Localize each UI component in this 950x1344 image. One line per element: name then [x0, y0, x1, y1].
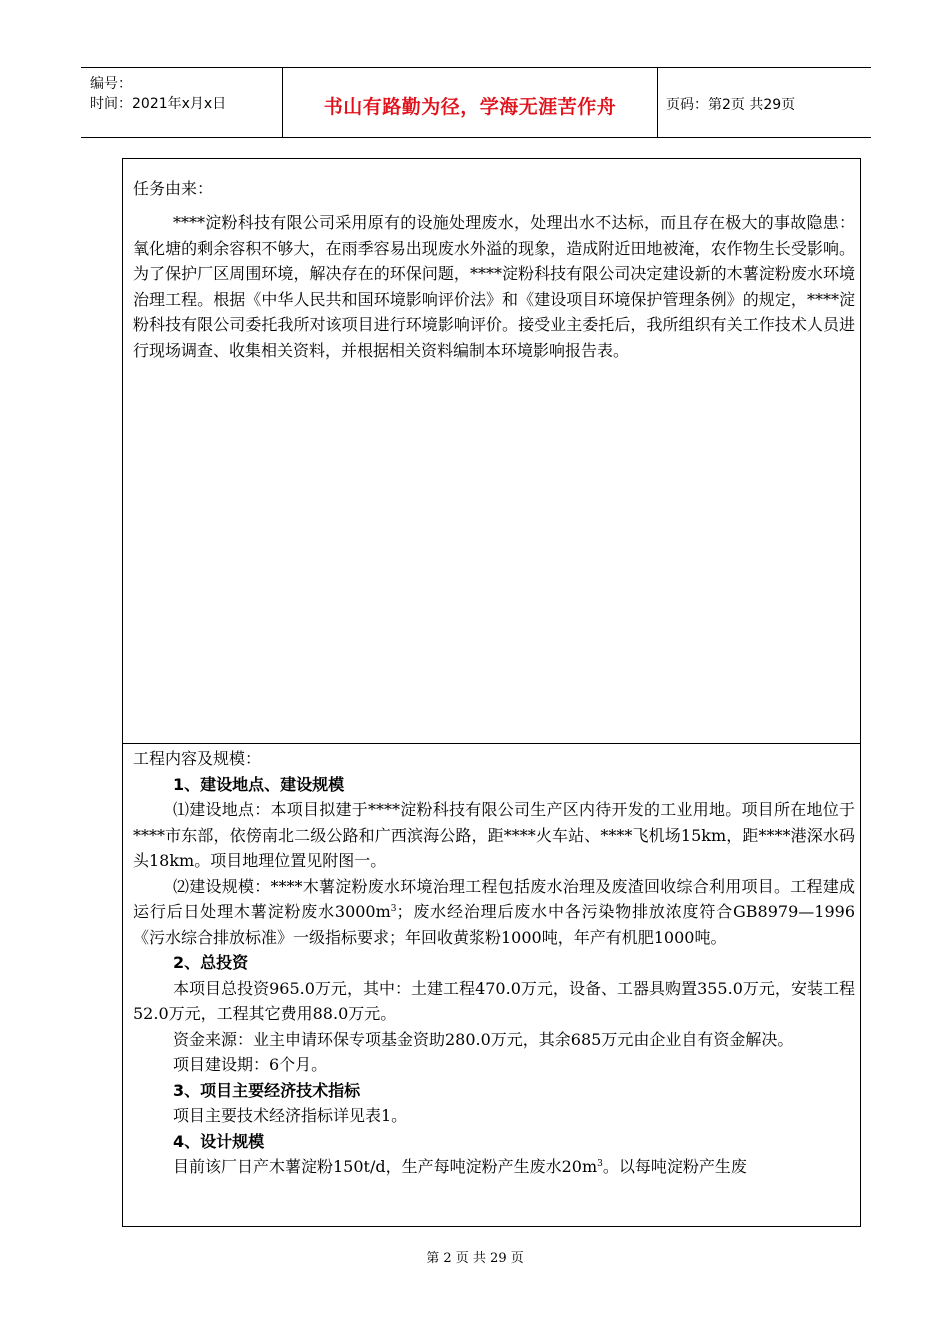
- task-heading: 任务由来：: [133, 179, 214, 198]
- design-text-b: 。以每吨淀粉产生废: [602, 1157, 747, 1176]
- funding-paragraph: 资金来源：业主申请环保专项基金资助280.0万元，其余685万元由企业自有资金解决。: [173, 1029, 794, 1049]
- motto: 书山有路勤为径，学海无涯苦作舟: [323, 96, 617, 118]
- scale-text-a: ⑵建设规模：****木薯淀粉废水环境治理工程包括废水治理及废渣回收综合利用项目。工程建成运行后日处理木薯淀粉废水3000m: [133, 876, 855, 921]
- header-motto-cell: [283, 68, 658, 137]
- indicators-paragraph: 项目主要技术经济指标详见表1。: [173, 1106, 408, 1125]
- scale-sup: 3: [390, 904, 397, 914]
- number-label: 编号：: [90, 76, 132, 92]
- project-heading: 工程内容及规模：: [133, 749, 262, 768]
- table-divider: [122, 743, 861, 744]
- design-sup: 3: [597, 1159, 603, 1169]
- section-1-scale: [133, 874, 855, 951]
- project-section: [133, 746, 855, 1180]
- time-label: 时间：2021年x月x日: [90, 96, 227, 112]
- period-paragraph: 项目建设期：6个月。: [173, 1055, 328, 1074]
- header-meta: [81, 68, 283, 137]
- scale-text-b: ；废水经治理后废水中各污染物排放浓度符合GB8979—1996《污水综合排放标准》一级指标要求；年回收黄浆粉1000吨，年产有机肥1000吨。: [133, 902, 855, 947]
- task-section: [133, 210, 855, 363]
- task-paragraph: ****淀粉科技有限公司采用原有的设施处理废水，处理出水不达标，而且存在极大的事故隐患：氧化塘的剩余容积不够大，在雨季容易出现废水外溢的现象，造成附近田地被淹，农作物生长受影响。为了保护厂区周围环境，解决存在的环保问题，****淀粉科技有限公司决定建设新的木薯淀粉废水环境治理工程。根据《中华人民共和国环境影响评价法》和《建设项目环境保护管理条例》的规定，****淀粉科技有限公司委托我所对该项目进行环境影响评价。接受业主委托后，我所组织有关工作技术人员进行现场调查、收集相关资料，并根据相关资料编制本环境影响报告表。: [133, 213, 855, 360]
- section-1-title: 1、建设地点、建设规模: [173, 774, 345, 794]
- section-4-title: 4、设计规模: [173, 1131, 265, 1151]
- section-1-location: ⑴建设地点：本项目拟建于****淀粉科技有限公司生产区内待开发的工业用地。项目所在地位于****市东部，依傍南北二级公路和广西滨海公路，距****火车站、****飞机场15km，距****港深水码头18km。项目地理位置见附图一。: [133, 800, 855, 870]
- page-info: 页码：第2页 共29页: [666, 97, 796, 113]
- section-3-title: 3、项目主要经济技术指标: [173, 1080, 361, 1100]
- design-scale-paragraph: [133, 1154, 855, 1180]
- section-2-title: 2、总投资: [173, 953, 249, 972]
- page-footer: 第 2 页 共 29 页: [426, 1251, 524, 1266]
- page-header: [81, 67, 871, 138]
- investment-paragraph: 本项目总投资965.0万元，其中：土建工程470.0万元，设备、工器具购置355.0万元，安装工程52.0万元，工程其它费用88.0万元。: [133, 978, 855, 1023]
- design-text-a: 目前该厂日产木薯淀粉150t/d，生产每吨淀粉产生废水20m: [173, 1157, 598, 1176]
